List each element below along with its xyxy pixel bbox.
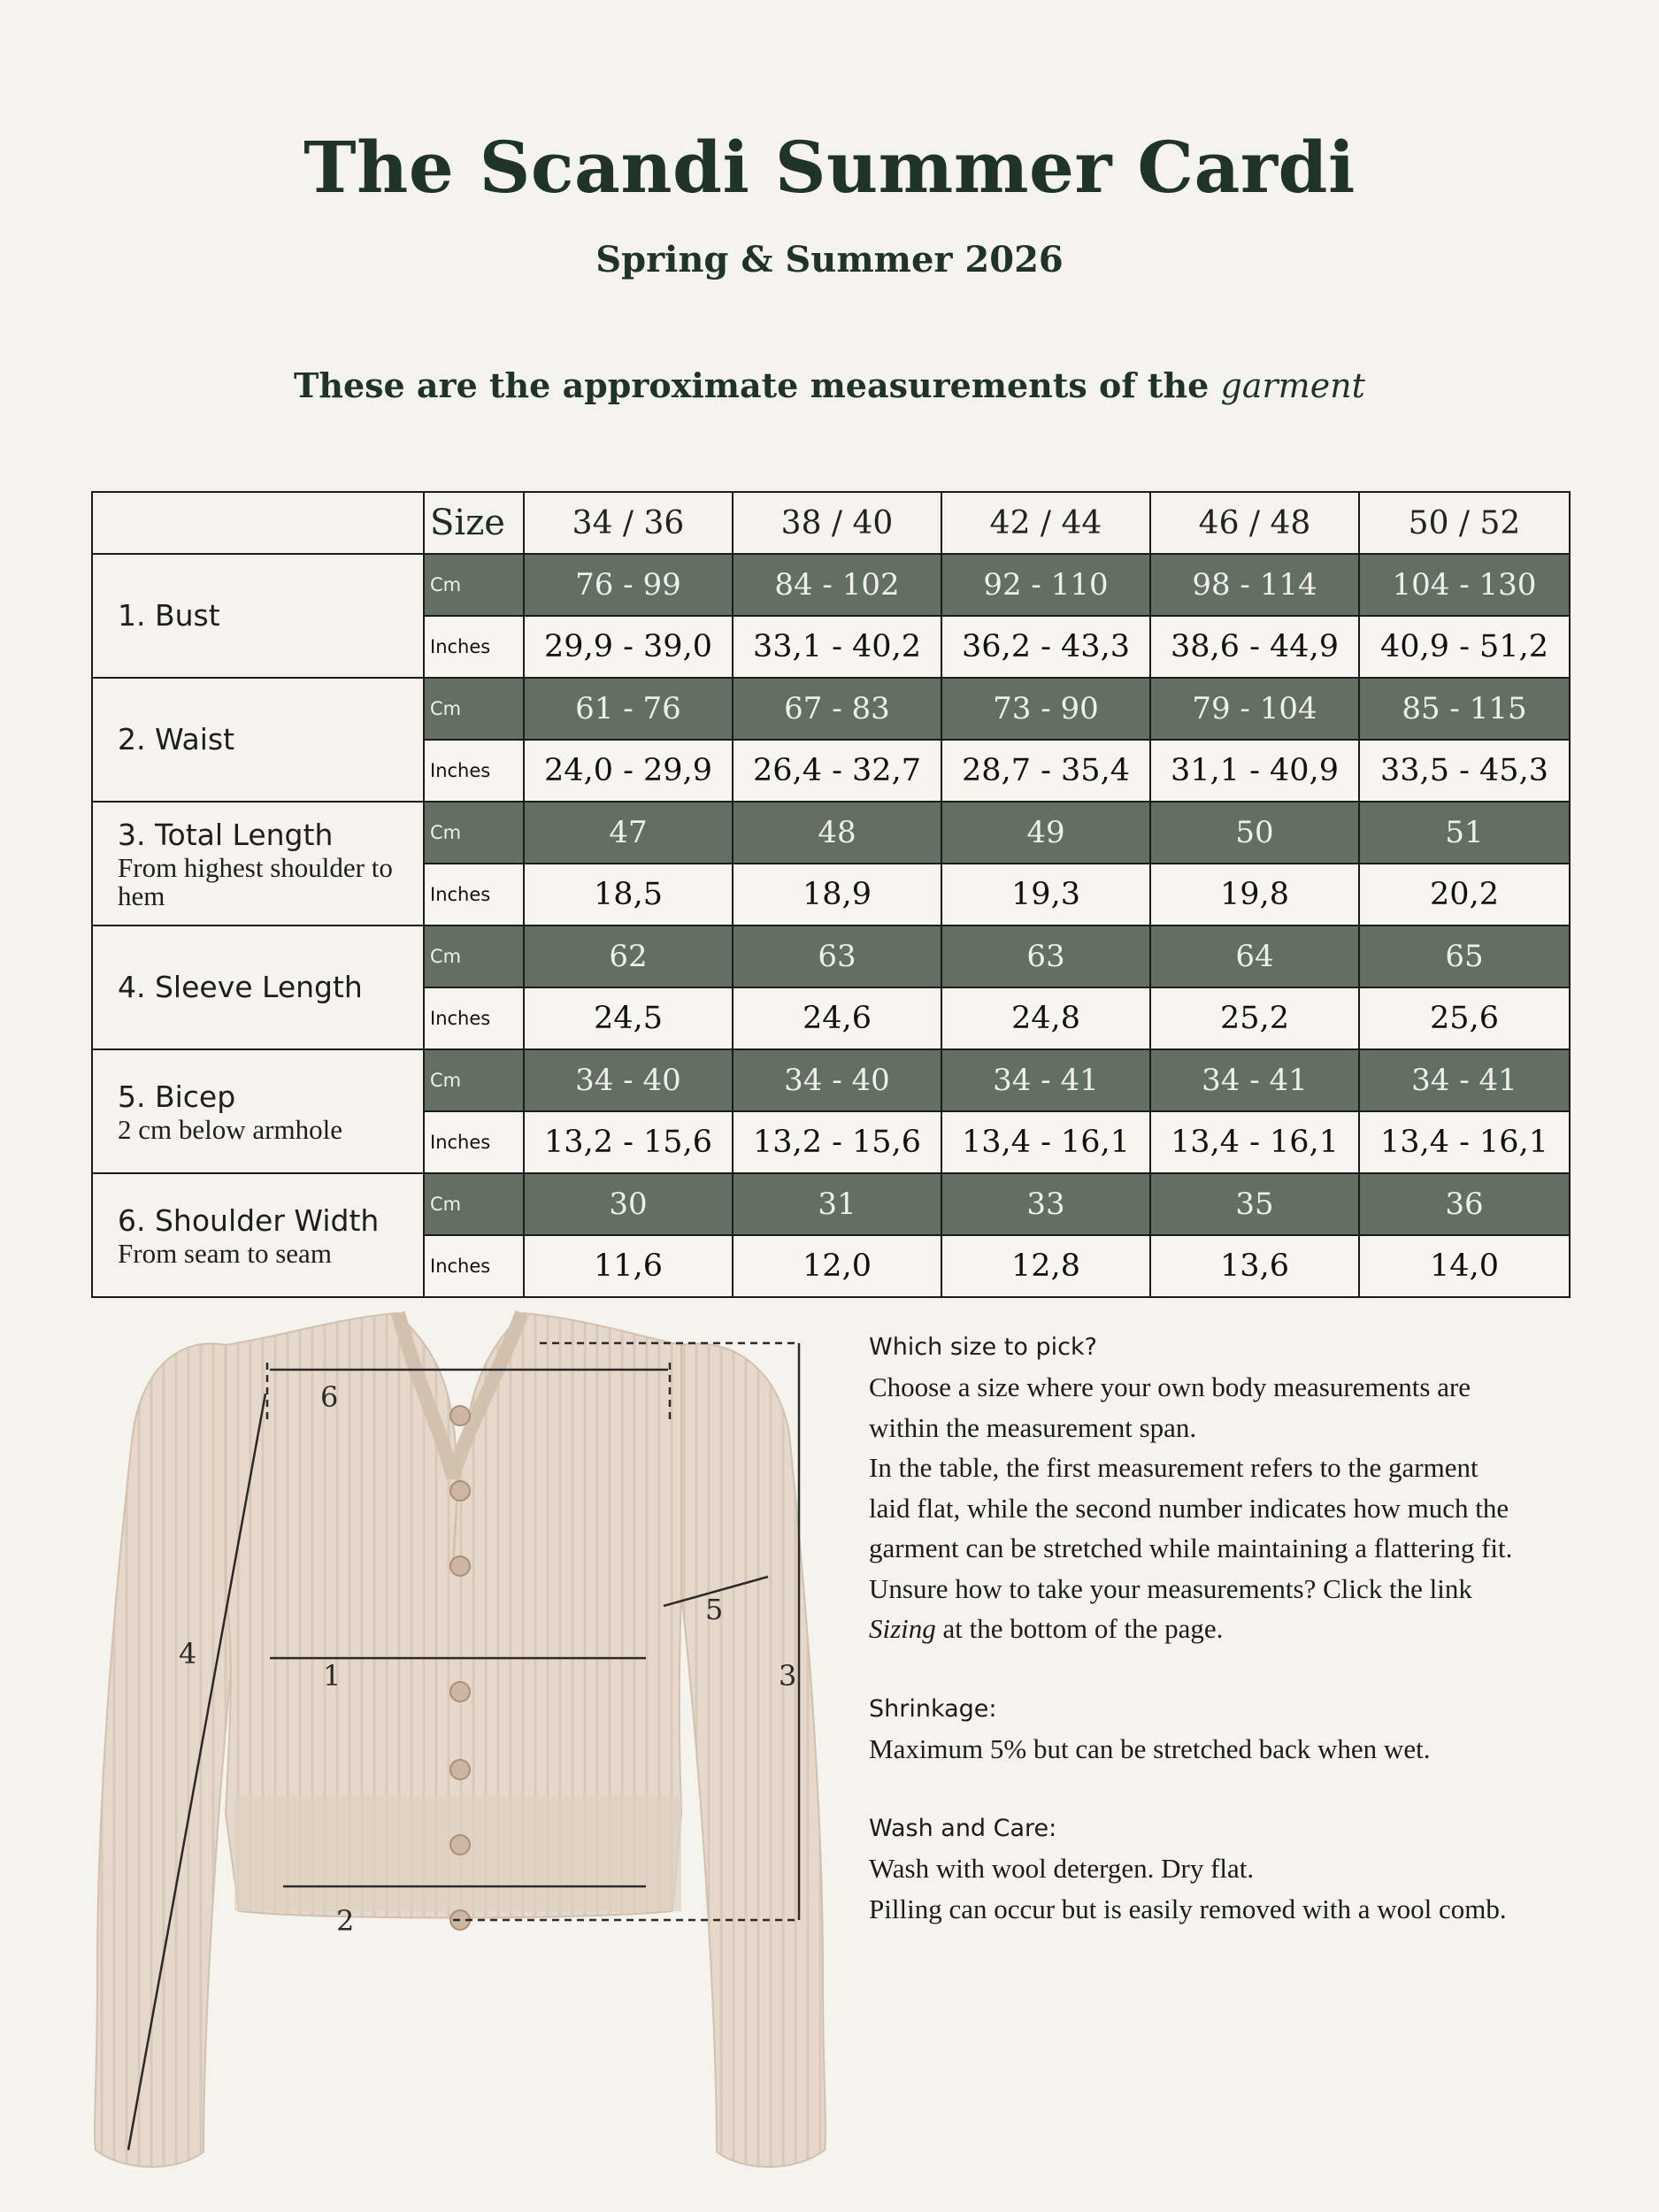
cm-value-cell: 47	[524, 802, 733, 864]
inch-value-cell: 36,2 - 43,3	[941, 616, 1150, 678]
measurement-name: 3. Total Length	[118, 818, 334, 852]
table-header-row	[92, 492, 1570, 554]
intro-prefix: These are the approximate measurements of the	[294, 365, 1210, 405]
cm-value-cell: 63	[733, 926, 941, 987]
button-dot	[450, 1556, 470, 1576]
cm-value-cell: 92 - 110	[941, 554, 1150, 616]
inch-value-cell: 13,4 - 16,1	[941, 1111, 1150, 1173]
button-dot	[450, 1481, 470, 1501]
measurement-label	[92, 926, 424, 1049]
cm-value-cell: 34 - 40	[733, 1049, 941, 1111]
cm-value-cell: 79 - 104	[1150, 678, 1359, 740]
cm-value-cell: 49	[941, 802, 1150, 864]
unit-cm: Cm	[424, 926, 524, 987]
unit-inches: Inches	[424, 1111, 524, 1173]
size-column-header: 50 / 52	[1359, 492, 1570, 554]
inch-value-cell: 19,8	[1150, 864, 1359, 926]
cm-value-cell: 67 - 83	[733, 678, 941, 740]
measurement-name: 1. Bust	[118, 598, 220, 633]
cm-value-cell: 98 - 114	[1150, 554, 1359, 616]
which-size-heading: Which size to pick?	[869, 1333, 1097, 1361]
intro-text	[0, 365, 1659, 405]
cardigan-illustration	[71, 1301, 849, 2185]
table-row	[92, 802, 1570, 864]
info-line: Unsure how to take your measurements? Click the link	[869, 1572, 1472, 1604]
cm-value-cell: 61 - 76	[524, 678, 733, 740]
inch-value-cell: 13,4 - 16,1	[1150, 1111, 1359, 1173]
info-line: garment can be stretched while maintaining a flattering fit.	[869, 1532, 1513, 1563]
marker-2: 2	[336, 1904, 355, 1938]
unit-cm: Cm	[424, 802, 524, 864]
cm-value-cell: 76 - 99	[524, 554, 733, 616]
inch-value-cell: 20,2	[1359, 864, 1570, 926]
cm-value-cell: 48	[733, 802, 941, 864]
cm-value-cell: 31	[733, 1173, 941, 1235]
table-row	[92, 926, 1570, 987]
measurement-name: 6. Shoulder Width	[118, 1203, 380, 1238]
intro-emphasis: garment	[1220, 366, 1365, 405]
inch-value-cell: 13,2 - 15,6	[733, 1111, 941, 1173]
measurement-name: 2. Waist	[118, 722, 235, 757]
inch-value-cell: 28,7 - 35,4	[941, 740, 1150, 802]
inch-value-cell: 24,0 - 29,9	[524, 740, 733, 802]
unit-cm: Cm	[424, 678, 524, 740]
cm-value-cell: 34 - 41	[1150, 1049, 1359, 1111]
left-sleeve	[95, 1343, 239, 2167]
inch-value-cell: 38,6 - 44,9	[1150, 616, 1359, 678]
unit-inches: Inches	[424, 740, 524, 802]
inch-value-cell: 33,1 - 40,2	[733, 616, 941, 678]
inch-value-cell: 33,5 - 45,3	[1359, 740, 1570, 802]
page-title: The Scandi Summer Cardi	[303, 126, 1356, 209]
marker-3: 3	[779, 1659, 797, 1693]
measurement-name: 4. Sleeve Length	[118, 970, 363, 1004]
inch-value-cell: 14,0	[1359, 1235, 1570, 1297]
cm-value-cell: 73 - 90	[941, 678, 1150, 740]
size-column-header: 34 / 36	[524, 492, 733, 554]
page-subtitle: Spring & Summer 2026	[595, 239, 1064, 280]
cm-value-cell: 84 - 102	[733, 554, 941, 616]
measurement-label	[92, 802, 424, 926]
cm-value-cell: 51	[1359, 802, 1570, 864]
info-panel	[869, 1327, 1586, 1929]
size-header: Size	[424, 492, 524, 554]
table-row	[92, 1049, 1570, 1111]
info-line: laid flat, while the second number indicates how much the	[869, 1492, 1509, 1524]
cm-value-cell: 63	[941, 926, 1150, 987]
inch-value-cell: 24,5	[524, 987, 733, 1049]
measurement-label	[92, 678, 424, 802]
inch-value-cell: 12,8	[941, 1235, 1150, 1297]
table-row	[92, 678, 1570, 740]
button-dot	[450, 1682, 470, 1701]
cm-value-cell: 34 - 41	[1359, 1049, 1570, 1111]
inch-value-cell: 18,9	[733, 864, 941, 926]
inch-value-cell: 29,9 - 39,0	[524, 616, 733, 678]
inch-value-cell: 24,8	[941, 987, 1150, 1049]
size-column-header: 42 / 44	[941, 492, 1150, 554]
cm-value-cell: 30	[524, 1173, 733, 1235]
cm-value-cell: 85 - 115	[1359, 678, 1570, 740]
inch-value-cell: 26,4 - 32,7	[733, 740, 941, 802]
sizing-link[interactable]: Sizing	[869, 1613, 936, 1644]
cm-value-cell: 62	[524, 926, 733, 987]
cm-value-cell: 64	[1150, 926, 1359, 987]
measurement-label	[92, 554, 424, 678]
inch-value-cell: 19,3	[941, 864, 1150, 926]
cm-value-cell: 50	[1150, 802, 1359, 864]
wash-line: Wash with wool detergen. Dry flat.	[869, 1853, 1255, 1884]
info-line: Choose a size where your own body measurements are	[869, 1371, 1471, 1402]
shrinkage-heading: Shrinkage:	[869, 1694, 997, 1723]
unit-inches: Inches	[424, 987, 524, 1049]
inch-value-cell: 12,0	[733, 1235, 941, 1297]
shrinkage-text: Maximum 5% but can be stretched back when wet.	[869, 1732, 1431, 1764]
sizing-line	[869, 1609, 1586, 1649]
inch-value-cell: 13,2 - 15,6	[524, 1111, 733, 1173]
button-dot	[450, 1406, 470, 1425]
marker-1: 1	[323, 1659, 342, 1693]
cm-value-cell: 65	[1359, 926, 1570, 987]
measurement-note: From highest shoulder to hem	[118, 852, 393, 911]
inch-value-cell: 25,2	[1150, 987, 1359, 1049]
measurement-label	[92, 1173, 424, 1297]
measurement-note: 2 cm below armhole	[118, 1114, 342, 1145]
measurement-name: 5. Bicep	[118, 1079, 236, 1114]
info-line: In the table, the first measurement refers to the garment	[869, 1452, 1479, 1483]
table-row	[92, 1173, 1570, 1235]
button-dot	[450, 1760, 470, 1779]
marker-5: 5	[705, 1593, 724, 1626]
wash-heading: Wash and Care:	[869, 1815, 1057, 1842]
inch-value-cell: 24,6	[733, 987, 941, 1049]
table-corner	[92, 492, 424, 554]
inch-value-cell: 31,1 - 40,9	[1150, 740, 1359, 802]
measurement-label	[92, 1049, 424, 1173]
inch-value-cell: 13,4 - 16,1	[1359, 1111, 1570, 1173]
info-line: within the measurement span.	[869, 1411, 1197, 1443]
cm-value-cell: 36	[1359, 1173, 1570, 1235]
unit-inches: Inches	[424, 616, 524, 678]
sizing-suffix: at the bottom of the page.	[935, 1613, 1224, 1644]
cm-value-cell: 34 - 41	[941, 1049, 1150, 1111]
inch-value-cell: 11,6	[524, 1235, 733, 1297]
unit-cm: Cm	[424, 554, 524, 616]
unit-cm: Cm	[424, 1173, 524, 1235]
size-table	[91, 491, 1571, 1298]
inch-value-cell: 40,9 - 51,2	[1359, 616, 1570, 678]
button-dot	[450, 1835, 470, 1855]
inch-value-cell: 13,6	[1150, 1235, 1359, 1297]
inch-value-cell: 25,6	[1359, 987, 1570, 1049]
size-column-header: 38 / 40	[733, 492, 941, 554]
unit-inches: Inches	[424, 864, 524, 926]
inch-value-cell: 18,5	[524, 864, 733, 926]
size-column-header: 46 / 48	[1150, 492, 1359, 554]
marker-4: 4	[179, 1637, 197, 1671]
table-row	[92, 554, 1570, 616]
cm-value-cell: 35	[1150, 1173, 1359, 1235]
unit-inches: Inches	[424, 1235, 524, 1297]
cm-value-cell: 33	[941, 1173, 1150, 1235]
unit-cm: Cm	[424, 1049, 524, 1111]
measurement-note: From seam to seam	[118, 1238, 332, 1269]
cm-value-cell: 104 - 130	[1359, 554, 1570, 616]
marker-6: 6	[320, 1380, 339, 1414]
wash-line: Pilling can occur but is easily removed with a wool comb.	[869, 1893, 1507, 1924]
cm-value-cell: 34 - 40	[524, 1049, 733, 1111]
right-sleeve	[681, 1343, 826, 2167]
